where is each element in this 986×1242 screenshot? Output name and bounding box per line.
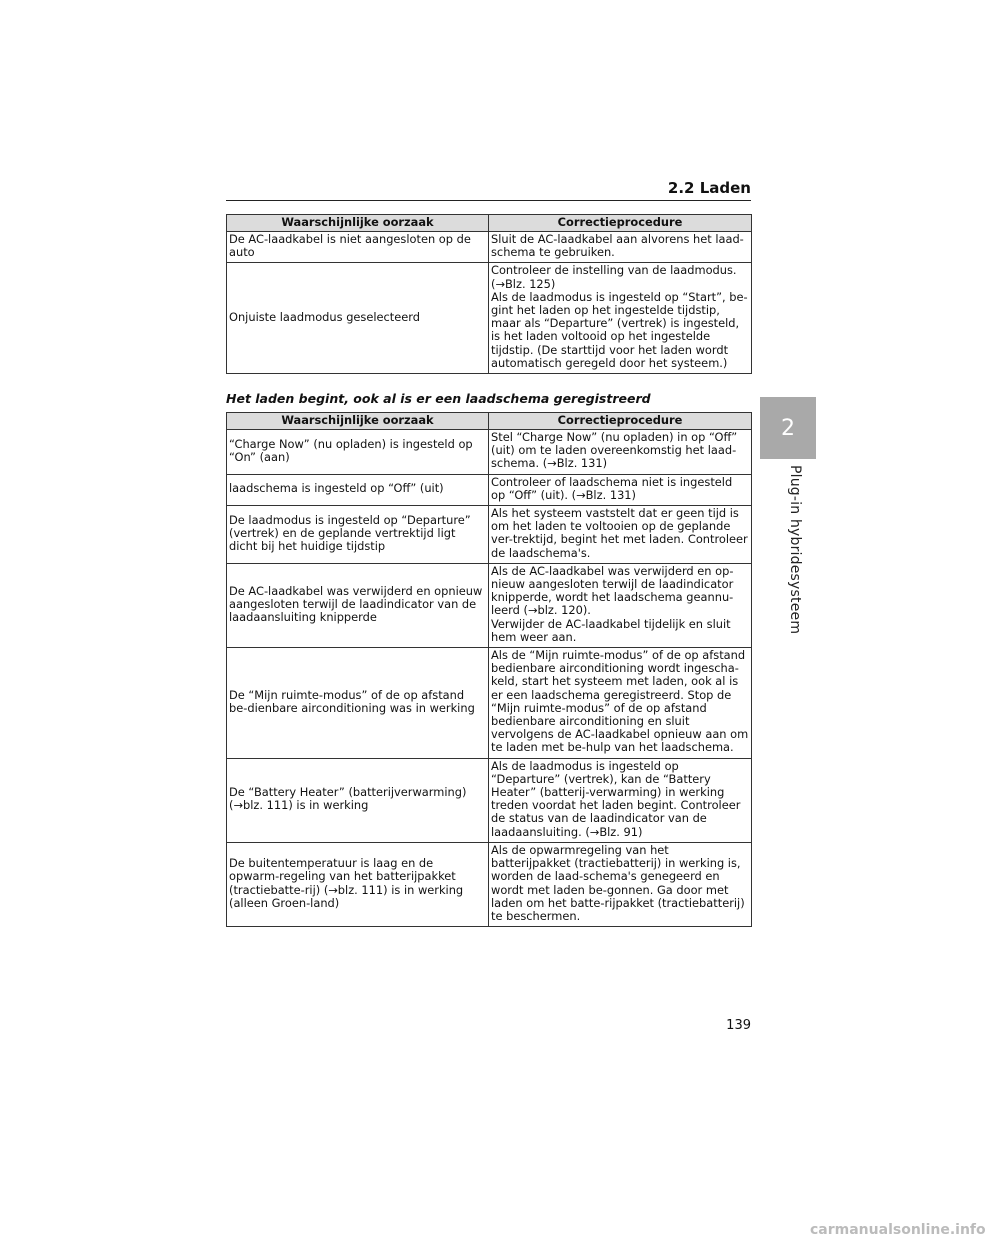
procedure-cell: Als de “Mijn ruimte-modus” of de op afstand bedienbare airconditioning wordt ingescha-keld, start het systeem met laden, ook al is er een laadschema geregistreerd. Stop de “Mijn ruimte-modus” of de op afstand bedienbare airconditioning en sluit vervolgens de AC-laadkabel opnieuw aan om te laden met be-hulp van het laadschema. <box>489 648 752 759</box>
column-header-cause: Waarschijnlijke oorzaak <box>227 215 489 232</box>
procedure-cell: Controleer de instelling van de laadmodus. (→Blz. 125) Als de laadmodus is ingesteld op “Start”, be-gint het laden op het ingestelde tijdstip, maar als “Departure” (vertrek) is ingesteld, is het laden voltooid op het ingestelde tijdstip. (De starttijd voor het laden wordt automatisch geregeld door het systeem.) <box>489 263 752 374</box>
procedure-cell: Sluit de AC-laadkabel aan alvorens het laad-schema te gebruiken. <box>489 232 752 263</box>
table-row <box>227 263 752 374</box>
table-row <box>227 842 752 926</box>
procedure-cell: Controleer of laadschema niet is ingesteld op “Off” (uit). (→Blz. 131) <box>489 474 752 505</box>
cause-cell: De “Mijn ruimte-modus” of de op afstand be-dienbare airconditioning was in werking <box>227 648 489 759</box>
troubleshooting-table-1 <box>226 214 752 374</box>
column-header-procedure: Correctieprocedure <box>489 215 752 232</box>
table-row <box>227 506 752 564</box>
procedure-cell: Als de AC-laadkabel was verwijderd en op-nieuw aangesloten terwijl de laadindicator knipperde, wordt het laadschema geannu-leerd (→blz. 120). Verwijder de AC-laadkabel tijdelijk en sluit hem weer aan. <box>489 563 752 647</box>
cause-cell: laadschema is ingesteld op “Off” (uit) <box>227 474 489 505</box>
column-header-cause: Waarschijnlijke oorzaak <box>227 413 489 430</box>
cause-cell: Onjuiste laadmodus geselecteerd <box>227 263 489 374</box>
procedure-cell: Als de laadmodus is ingesteld op “Departure” (vertrek), kan de “Battery Heater” (batterij-verwarming) in werking treden voordat het laden begint. Controleer de status van de laadindicator van de laadaansluiting. (→Blz. 91) <box>489 758 752 842</box>
section-heading: Het laden begint, ook al is er een laadschema geregistreerd <box>226 391 651 406</box>
watermark: carmanualsonline.info <box>810 1222 986 1238</box>
table-row <box>227 430 752 475</box>
chapter-number: 2 <box>781 415 795 441</box>
cause-cell: De AC-laadkabel was verwijderd en opnieuw aangesloten terwijl de laadindicator van de laadaansluiting knipperde <box>227 563 489 647</box>
section-header: 2.2 Laden <box>226 178 751 201</box>
cause-cell: De laadmodus is ingesteld op “Departure” (vertrek) en de geplande vertrektijd ligt dicht bij het huidige tijdstip <box>227 506 489 564</box>
table-row <box>227 758 752 842</box>
cause-cell: De buitentemperatuur is laag en de opwarm-regeling van het batterijpakket (tractiebatte-rij) (→blz. 111) is in werking (alleen Groen-land) <box>227 842 489 926</box>
cause-cell: De “Battery Heater” (batterijverwarming) (→blz. 111) is in werking <box>227 758 489 842</box>
troubleshooting-table-2 <box>226 412 752 927</box>
chapter-label: Plug-in hybridesysteem <box>787 465 803 635</box>
procedure-cell: Als de opwarmregeling van het batterijpakket (tractiebatterij) in werking is, worden de laad-schema's genegeerd en wordt met laden be-gonnen. Ga door met laden om het batte-rijpakket (tractiebatterij) te beschermen. <box>489 842 752 926</box>
procedure-cell: Als het systeem vaststelt dat er geen tijd is om het laden te voltooien op de geplande ver-trektijd, begint het met laden. Controleer de laadschema's. <box>489 506 752 564</box>
procedure-cell: Stel “Charge Now” (nu opladen) in op “Off” (uit) om te laden overeenkomstig het laad-schema. (→Blz. 131) <box>489 430 752 475</box>
table-row <box>227 563 752 647</box>
table-body <box>227 430 752 927</box>
table-row <box>227 474 752 505</box>
cause-cell: De AC-laadkabel is niet aangesloten op de auto <box>227 232 489 263</box>
column-header-procedure: Correctieprocedure <box>489 413 752 430</box>
cause-cell: “Charge Now” (nu opladen) is ingesteld op “On” (aan) <box>227 430 489 475</box>
table-row <box>227 648 752 759</box>
table-body <box>227 232 752 374</box>
page-number: 139 <box>726 1018 751 1033</box>
chapter-tab <box>760 397 816 459</box>
table-row <box>227 232 752 263</box>
